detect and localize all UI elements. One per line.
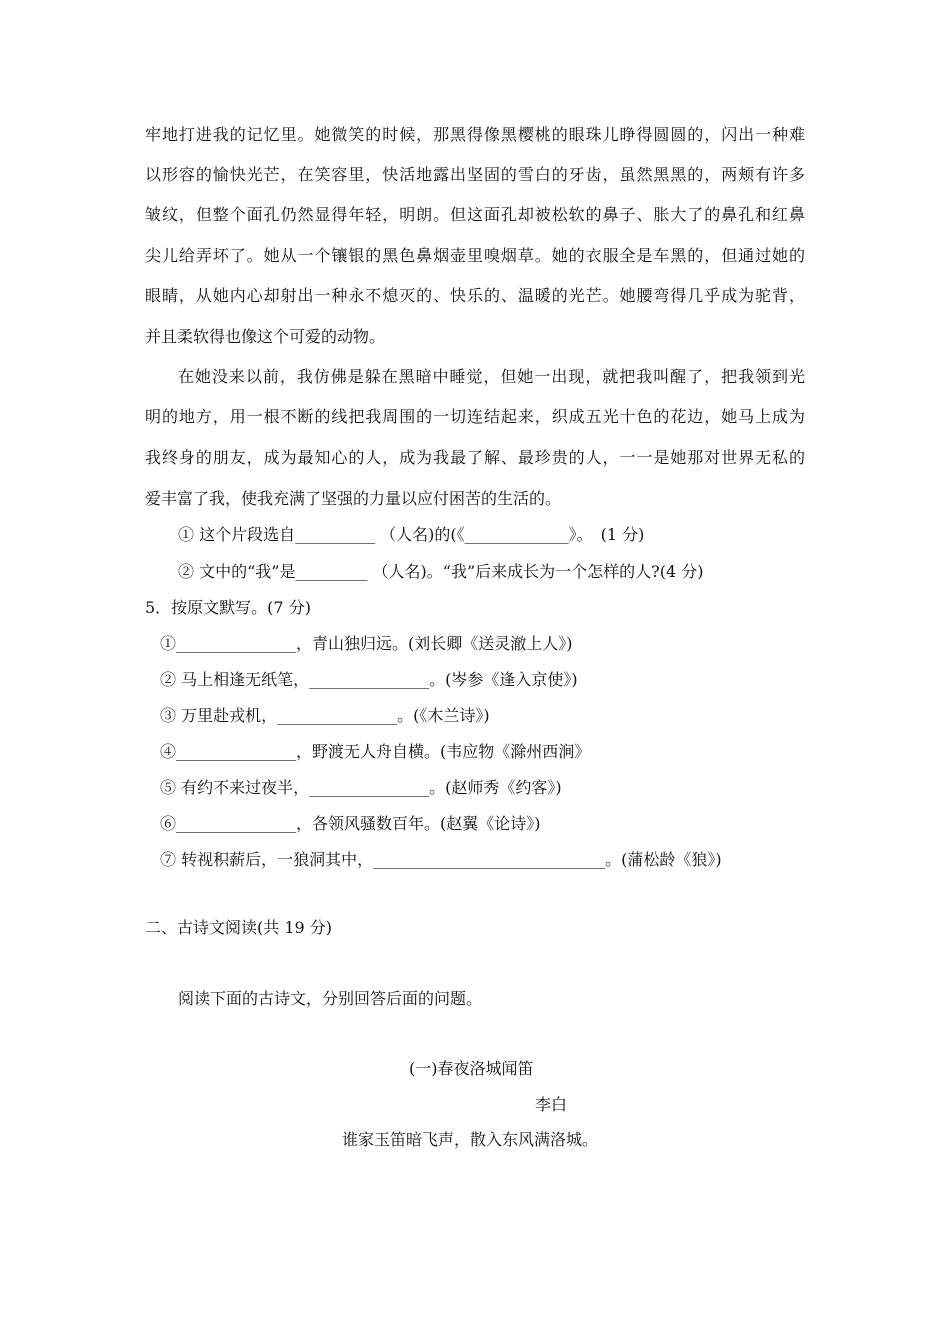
poem-line: 谁家玉笛暗飞声，散入东风满洛城。 [342, 1130, 599, 1149]
passage-line: 我终身的朋友，成为最知心的人，成为我最了解、最珍贵的人，一一是她那对世界无私的 [145, 448, 805, 467]
recitation-item: ⑦ 转视积薪后，一狼洞其中，_____________________________。(蒲松龄《狼》) [160, 850, 722, 869]
recitation-item: ④_______________，野渡无人舟自横。(韦应物《滁州西涧》 [160, 742, 591, 761]
recitation-item: ①_______________，青山独归远。(刘长卿《送灵澈上人》) [160, 634, 573, 653]
part-2-heading: 二、古诗文阅读(共 19 分) [145, 918, 333, 937]
passage-line: 爱丰富了我，使我充满了坚强的力量以应付困苦的生活的。 [145, 489, 562, 508]
passage-line: 明的地方，用一根不断的线把我周围的一切连结起来，织成五光十色的花边，她马上成为 [145, 407, 805, 426]
passage-line: 尖儿给弄坏了。她从一个镶银的黑色鼻烟壶里嗅烟草。她的衣服全是车黑的，但通过她的 [145, 246, 805, 265]
recitation-item: ⑥_______________，各领风骚数百年。(赵翼《论诗》) [160, 814, 541, 833]
poem-author: 李白 [535, 1095, 568, 1114]
question-2: ② 文中的“我”是_________ （人名)。“我”后来成长为一个怎样的人?(4 分) [178, 562, 704, 581]
passage-line: 牢地打进我的记忆里。她微笑的时候，那黑得像黑樱桃的眼珠儿睁得圆圆的，闪出一种难 [145, 125, 805, 144]
recitation-item: ② 马上相逢无纸笔，_______________。(岑参《逢入京使》) [160, 670, 578, 689]
part-2-instruction: 阅读下面的古诗文，分别回答后面的问题。 [178, 989, 483, 1008]
question-1: ① 这个片段选自__________ （人名)的(《_____________》。 (1 分) [178, 525, 645, 544]
passage-line: 在她没来以前，我仿佛是躲在黑暗中睡觉，但她一出现，就把我叫醒了，把我领到光 [178, 367, 805, 386]
recitation-item: ⑤ 有约不来过夜半，_______________。(赵师秀《约客》) [160, 778, 562, 797]
section-5-heading: 5．按原文默写。(7 分) [145, 598, 311, 617]
passage-line: 以形容的愉快光芒，在笑容里，快活地露出坚固的雪白的牙齿，虽然黑黑的，两颊有许多 [145, 165, 805, 184]
passage-line: 皱纹，但整个面孔仍然显得年轻，明朗。但这面孔却被松软的鼻子、胀大了的鼻孔和红鼻 [145, 205, 805, 224]
passage-line: 并且柔软得也像这个可爱的动物。 [145, 327, 386, 346]
poem-title: (一)春夜洛城闻笛 [409, 1059, 534, 1078]
recitation-item: ③ 万里赴戎机，_______________。(《木兰诗》) [160, 706, 490, 725]
passage-line: 眼睛，从她内心却射出一种永不熄灭的、快乐的、温暖的光芒。她腰弯得几乎成为驼背， [145, 286, 805, 305]
